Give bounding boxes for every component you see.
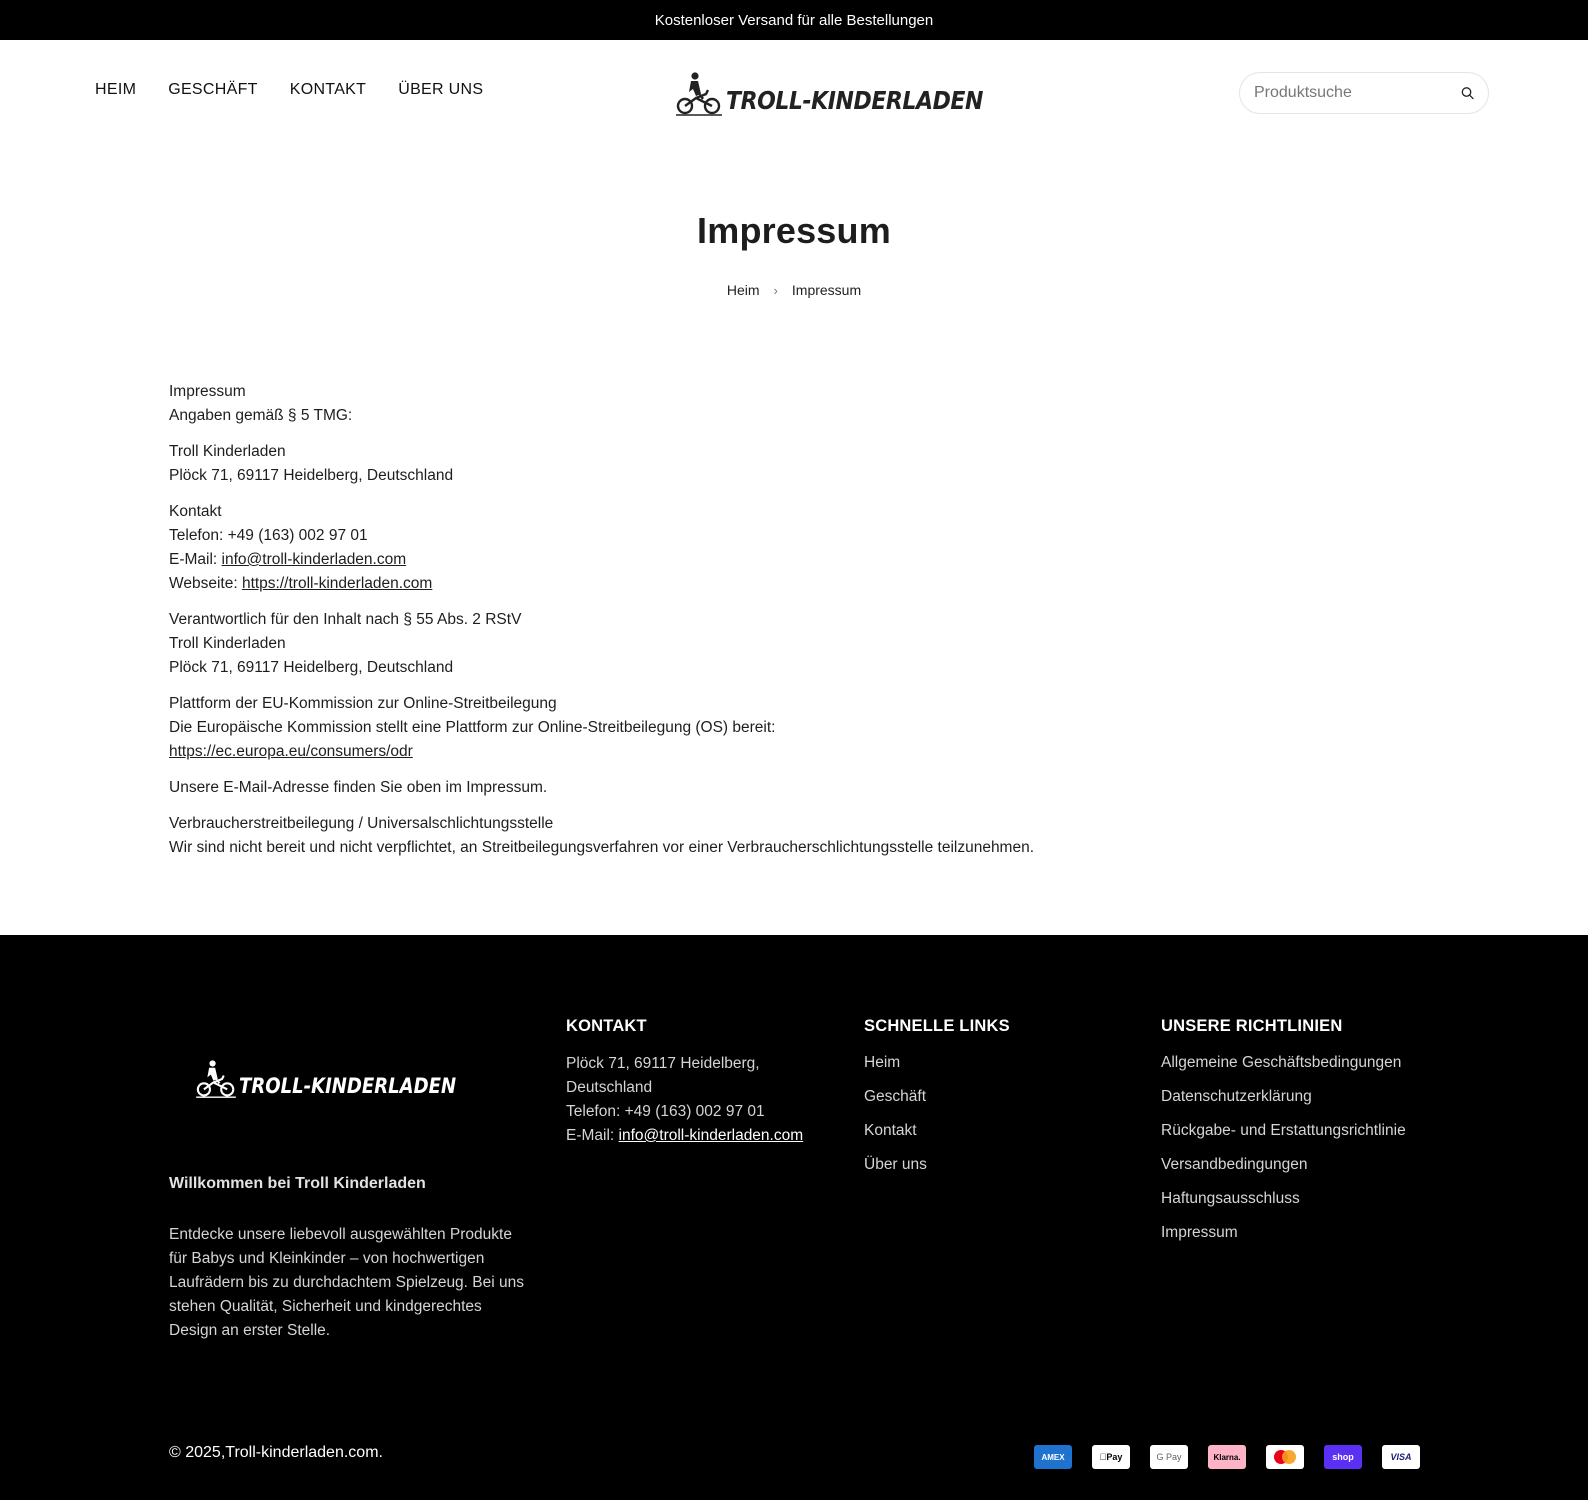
google-pay-icon: G Pay <box>1150 1445 1188 1469</box>
footer-email-link[interactable]: info@troll-kinderladen.com <box>618 1127 804 1144</box>
footer-welcome-title: Willkommen bei Troll Kinderladen <box>169 1175 426 1192</box>
footer-link-ueber-uns[interactable]: Über uns <box>864 1156 927 1173</box>
nav-item-ueber-uns[interactable]: ÜBER UNS <box>398 81 484 98</box>
footer-policies-heading: UNSERE RICHTLINIEN <box>1161 1017 1343 1035</box>
website-link[interactable]: https://troll-kinderladen.com <box>241 575 433 592</box>
website-label: Webseite: <box>169 575 242 592</box>
text-line: Die Europäische Kommission stellt eine Plattform zur Online-Streitbeilegung (OS) bereit: <box>169 719 776 736</box>
search-icon[interactable] <box>1461 83 1474 103</box>
text-line: Angaben gemäß § 5 TMG: <box>169 407 353 424</box>
text-line: Plöck 71, 69117 Heidelberg, Deutschland <box>169 467 454 484</box>
section-odr <box>169 692 1588 764</box>
nav-item-heim[interactable]: HEIM <box>95 81 137 98</box>
site-footer <box>0 935 1588 1500</box>
section-email-note <box>169 776 1588 800</box>
kid-on-bike-icon <box>676 72 722 116</box>
chevron-right-icon: › <box>773 282 778 298</box>
impressum-content <box>169 380 1588 860</box>
footer-policy-shipping[interactable]: Versandbedingungen <box>1161 1156 1308 1173</box>
text-line: Impressum <box>169 383 246 400</box>
klarna-icon: Klarna. <box>1208 1445 1246 1469</box>
announcement-bar <box>0 0 1588 40</box>
mastercard-icon <box>1266 1445 1304 1469</box>
page-heading <box>0 210 1588 298</box>
apple-pay-text: Pay <box>1102 1452 1119 1462</box>
footer-link-kontakt[interactable]: Kontakt <box>864 1122 917 1139</box>
footer-email <box>566 1124 816 1148</box>
email-link[interactable]: info@troll-kinderladen.com <box>221 551 407 568</box>
footer-contact-heading: KONTAKT <box>566 1017 647 1035</box>
text-line: Troll Kinderladen <box>169 443 286 460</box>
footer-links-column <box>864 1017 1114 1188</box>
nav-item-kontakt[interactable]: KONTAKT <box>289 81 367 98</box>
section-contact <box>169 500 1588 596</box>
odr-link[interactable]: https://ec.europa.eu/consumers/odr <box>169 743 413 760</box>
search-box <box>1239 72 1489 114</box>
footer-policy-agb[interactable]: Allgemeine Geschäftsbedingungen <box>1161 1054 1402 1071</box>
section-responsible <box>169 608 1588 680</box>
footer-policy-disclaimer[interactable]: Haftungsausschluss <box>1161 1190 1300 1207</box>
site-logo[interactable] <box>676 72 1018 116</box>
section-company <box>169 440 1588 488</box>
footer-links-heading: SCHNELLE LINKS <box>864 1017 1010 1035</box>
mastercard-circles-icon <box>1272 1449 1298 1465</box>
footer-logo-text: TROLL-KINDERLADEN <box>239 1074 457 1098</box>
amex-icon: AMEX <box>1034 1445 1072 1469</box>
announcement-text: Kostenloser Versand für alle Bestellungen <box>654 11 934 29</box>
payment-methods <box>1034 1445 1420 1469</box>
footer-phone: Telefon: +49 (163) 002 97 01 <box>566 1103 765 1120</box>
breadcrumb <box>0 282 1588 298</box>
footer-policy-impressum[interactable]: Impressum <box>1161 1224 1238 1241</box>
section-intro <box>169 380 1588 428</box>
footer-email-label: E-Mail: <box>566 1127 619 1144</box>
logo-text: TROLL-KINDERLADEN <box>726 86 983 115</box>
text-line: Wir sind nicht bereit und nicht verpflichtet, an Streitbeilegungsverfahren vor einer Verbraucherschlichtungsstelle teilzunehmen. <box>169 839 1035 856</box>
text-line: Plöck 71, 69117 Heidelberg, Deutschland <box>169 659 454 676</box>
text-line: Troll Kinderladen <box>169 635 286 652</box>
search-input[interactable] <box>1254 84 1461 102</box>
footer-policies-column <box>1161 1017 1461 1256</box>
breadcrumb-current: Impressum <box>791 282 862 298</box>
footer-address: Plöck 71, 69117 Heidelberg, Deutschland <box>566 1055 760 1096</box>
site-header <box>0 40 1588 146</box>
page-title: Impressum <box>697 210 891 251</box>
text-line: Plattform der EU-Kommission zur Online-Streitbeilegung <box>169 695 557 712</box>
footer-copyright: © 2025,Troll-kinderladen.com. <box>169 1444 383 1461</box>
section-dispute <box>169 812 1588 860</box>
shop-pay-icon: shop <box>1324 1445 1362 1469</box>
nav-item-geschaeft[interactable]: GESCHÄFT <box>168 81 258 98</box>
apple-icon <box>1100 1452 1107 1462</box>
footer-link-geschaeft[interactable]: Geschäft <box>864 1088 927 1105</box>
footer-logo[interactable] <box>196 1060 491 1098</box>
text-line: Unsere E-Mail-Adresse finden Sie oben im Impressum. <box>169 779 548 796</box>
footer-policy-refund[interactable]: Rückgabe- und Erstattungsrichtlinie <box>1161 1122 1406 1139</box>
apple-pay-icon <box>1092 1445 1130 1469</box>
footer-about-text: Entdecke unsere liebevoll ausgewählten Produkte für Babys und Kleinkinder – von hochwertigen Laufrädern bis zu durchdachtem Spielzeug. Bei uns stehen Qualität, Sicherheit und kindgerechtes Design an erster Stelle. <box>169 1226 524 1339</box>
visa-icon: VISA <box>1382 1445 1420 1469</box>
text-line: Telefon: +49 (163) 002 97 01 <box>169 527 368 544</box>
footer-policy-privacy[interactable]: Datenschutzerklärung <box>1161 1088 1312 1105</box>
breadcrumb-home[interactable]: Heim <box>726 282 760 298</box>
text-line: Verantwortlich für den Inhalt nach § 55 Abs. 2 RStV <box>169 611 522 628</box>
footer-contact-column <box>566 1017 816 1148</box>
text-line: Verbraucherstreitbeilegung / Universalschlichtungsstelle <box>169 815 554 832</box>
main-nav <box>95 81 515 99</box>
kid-on-bike-icon <box>196 1060 236 1098</box>
footer-link-heim[interactable]: Heim <box>864 1054 901 1071</box>
email-label: E-Mail: <box>169 551 222 568</box>
text-line: Kontakt <box>169 503 222 520</box>
